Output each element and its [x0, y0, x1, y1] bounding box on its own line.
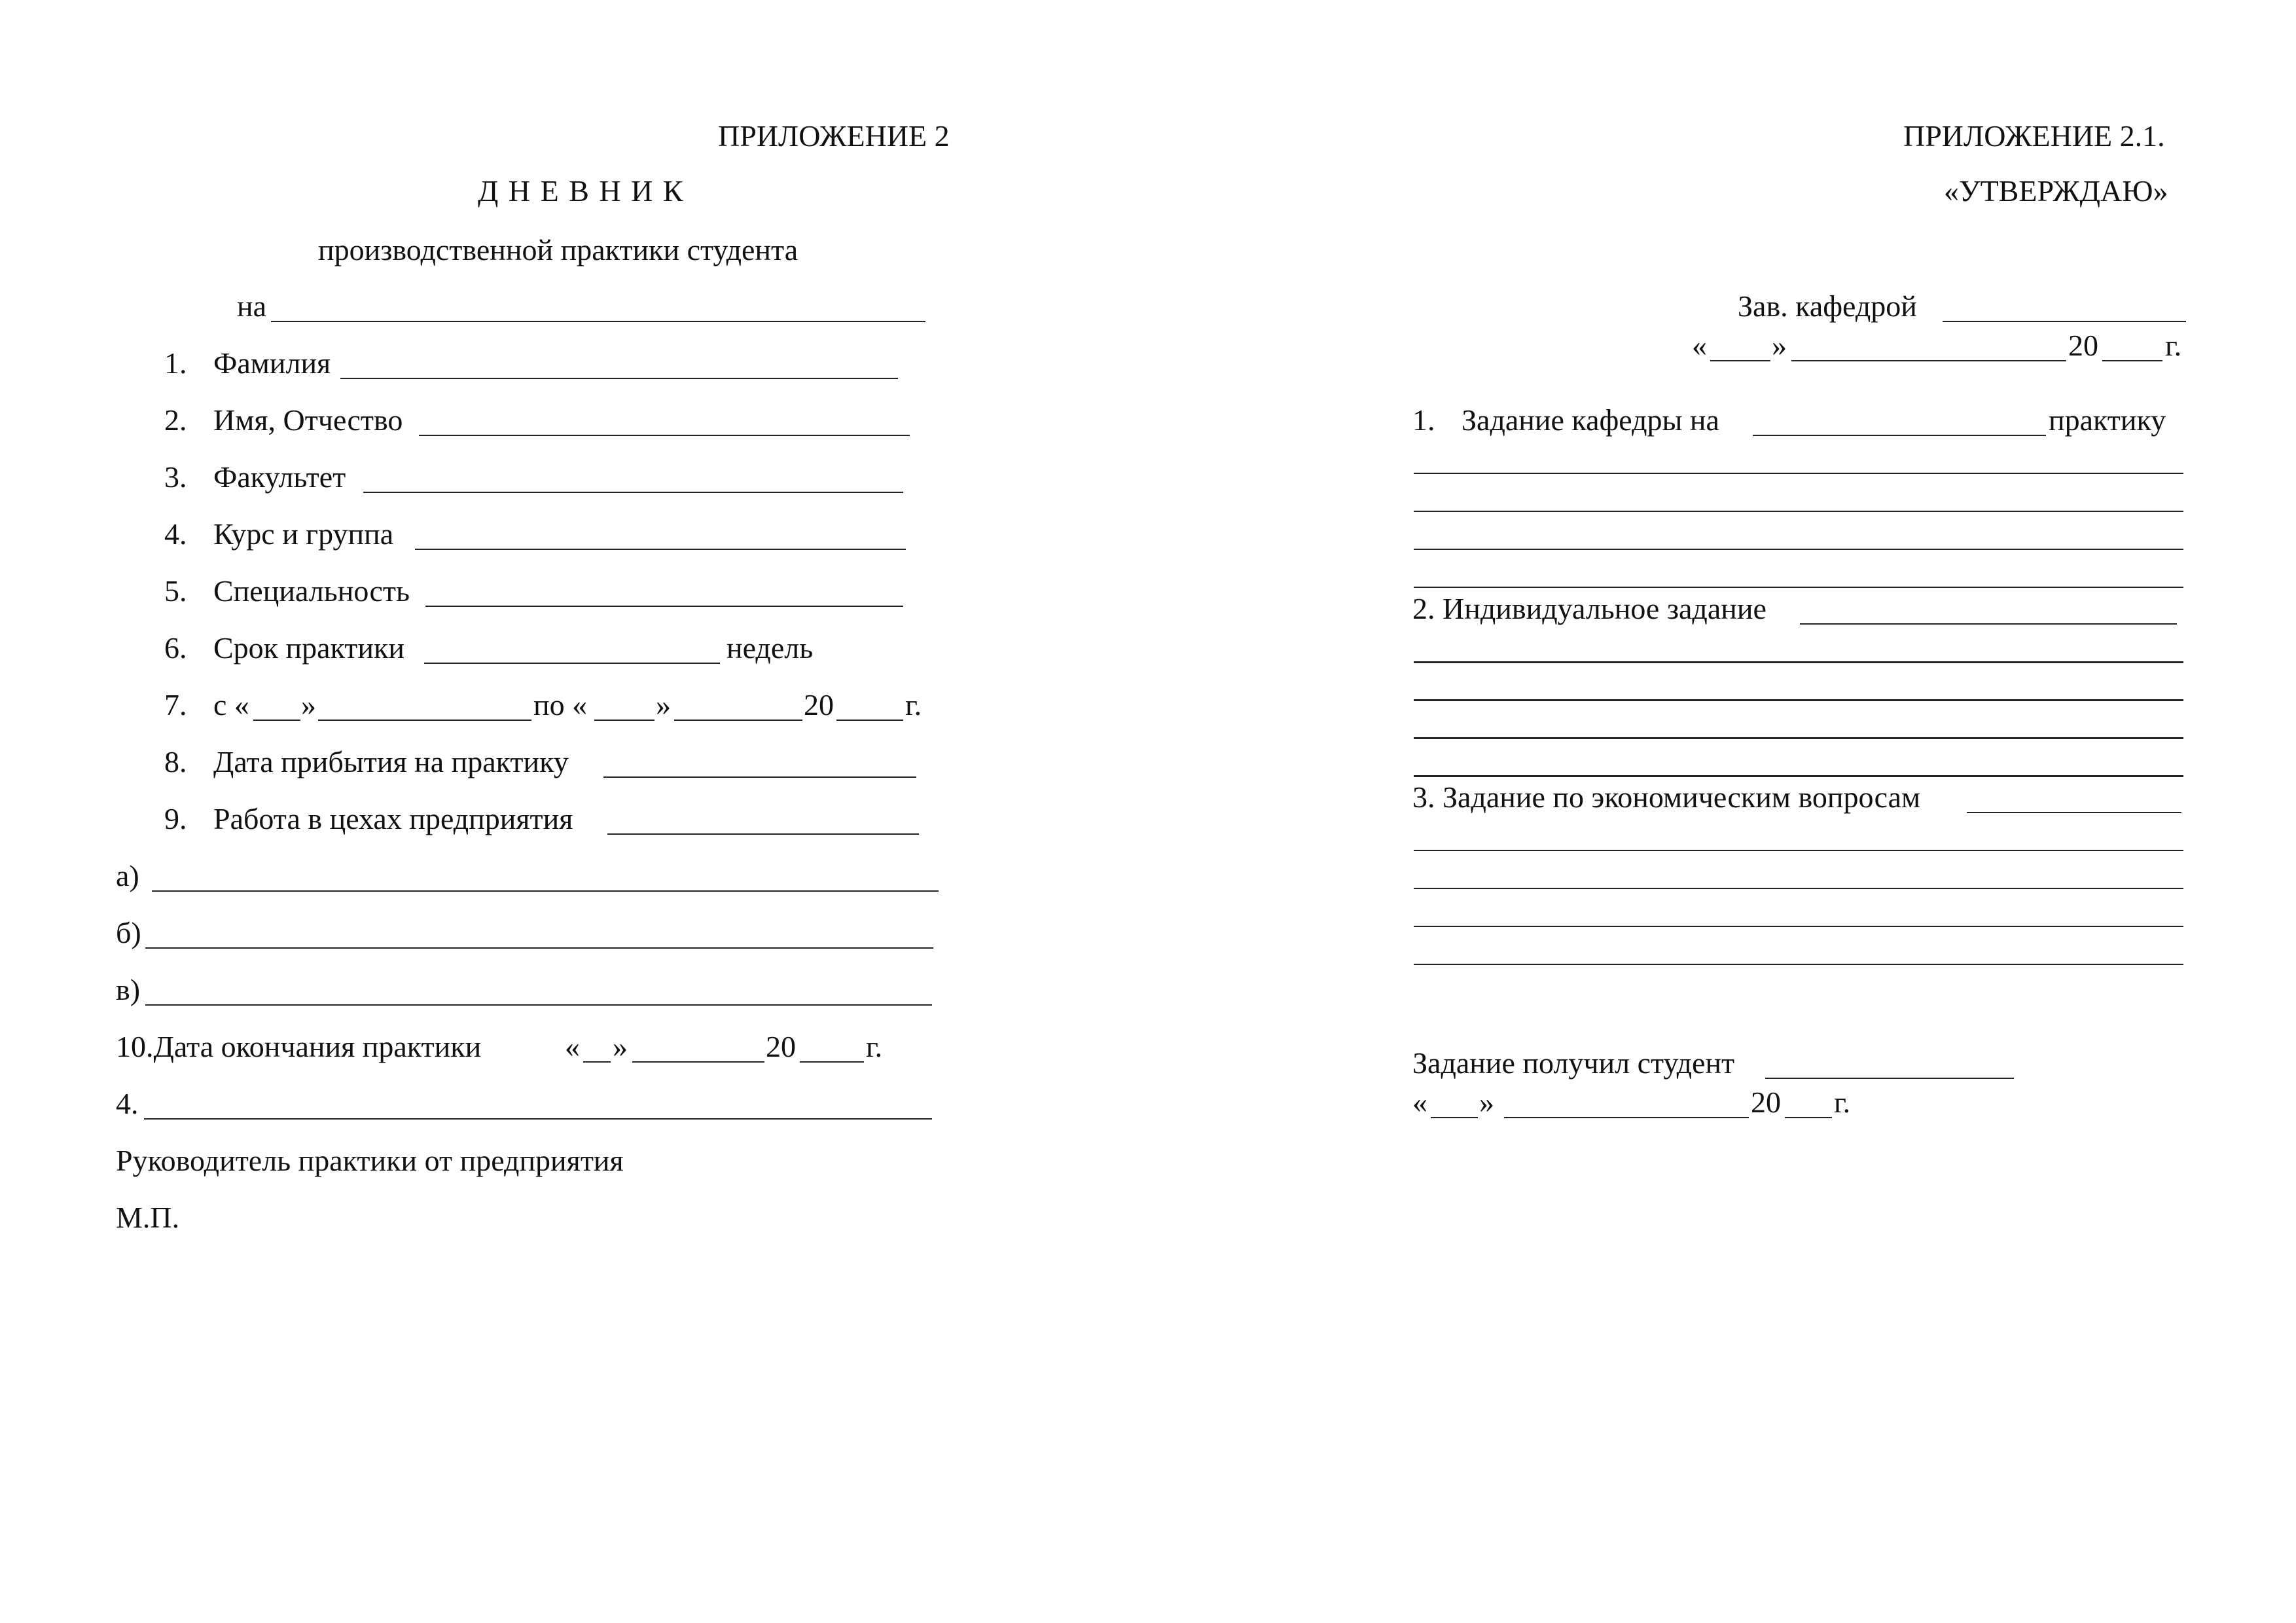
year-suffix: г.	[866, 1030, 883, 1063]
year-prefix: 20	[2068, 329, 2098, 362]
individual-task-field[interactable]	[1800, 623, 2177, 625]
received-year-field[interactable]	[1785, 1117, 1832, 1118]
to-day-field[interactable]	[594, 720, 655, 721]
close-quote: »	[656, 688, 671, 721]
surname-label: Фамилия	[213, 346, 331, 380]
department-task-line[interactable]	[1414, 473, 2183, 474]
individual-task-line[interactable]	[1414, 737, 2183, 739]
close-quote: »	[613, 1030, 628, 1063]
approve-day-field[interactable]	[1710, 360, 1770, 361]
close-quote: »	[1772, 329, 1787, 362]
supervisor-label: Руководитель практики от предприятия	[116, 1144, 624, 1177]
department-task-type-field[interactable]	[1753, 435, 2046, 436]
from-month-field[interactable]	[318, 720, 531, 721]
item-number: 9.	[164, 802, 187, 835]
head-of-department-label: Зав. кафедрой	[1738, 289, 1917, 323]
economic-task-field[interactable]	[1967, 812, 2181, 813]
item-number: 2.	[164, 403, 187, 437]
item-number: 5.	[164, 574, 187, 608]
individual-task-line[interactable]	[1414, 699, 2183, 701]
open-quote: «	[1692, 329, 1707, 362]
year-suffix: г.	[905, 688, 922, 721]
sub-item-c-label: в)	[116, 973, 141, 1006]
arrival-date-field[interactable]	[603, 776, 916, 778]
specialty-field[interactable]	[425, 606, 903, 607]
department-task-line[interactable]	[1414, 587, 2183, 588]
year-suffix: г.	[1834, 1085, 1851, 1119]
end-day-field[interactable]	[583, 1061, 611, 1063]
on-label: на	[237, 289, 267, 323]
economic-task-line[interactable]	[1414, 850, 2183, 851]
item-number: 6.	[164, 631, 187, 665]
item-number: 3.	[164, 460, 187, 494]
received-month-field[interactable]	[1504, 1117, 1749, 1118]
extra-item-label: 4.	[116, 1087, 139, 1120]
year-prefix: 20	[766, 1030, 796, 1063]
received-day-field[interactable]	[1431, 1117, 1478, 1118]
duration-label: Срок практики	[213, 631, 404, 665]
to-label: по «	[533, 688, 588, 721]
end-year-field[interactable]	[800, 1061, 864, 1063]
weeks-label: недель	[726, 631, 814, 665]
year-prefix: 20	[804, 688, 834, 721]
workshops-field[interactable]	[607, 833, 919, 835]
sub-item-c-field[interactable]	[145, 1004, 932, 1006]
duration-field[interactable]	[424, 663, 720, 664]
economic-task-label: 3. Задание по экономическим вопросам	[1412, 780, 1921, 814]
individual-task-line[interactable]	[1414, 775, 2183, 777]
from-day-field[interactable]	[253, 720, 300, 721]
course-group-field[interactable]	[415, 549, 906, 550]
name-label: Имя, Отчество	[213, 403, 403, 437]
specialty-label: Специальность	[213, 574, 410, 608]
economic-task-line[interactable]	[1414, 964, 2183, 965]
faculty-label: Факультет	[213, 460, 346, 494]
end-date-label: 10.Дата окончания практики	[116, 1030, 482, 1063]
appendix-label: ПРИЛОЖЕНИЕ 2	[718, 119, 950, 153]
to-month-field[interactable]	[674, 720, 802, 721]
open-quote: «	[565, 1030, 580, 1063]
item-number: 1.	[164, 346, 187, 380]
item-number: 4.	[164, 517, 187, 551]
department-task-line[interactable]	[1414, 549, 2183, 550]
practice-type-field[interactable]	[271, 321, 925, 322]
year-suffix: г.	[2165, 329, 2182, 362]
name-field[interactable]	[419, 435, 910, 436]
to-year-field[interactable]	[836, 720, 903, 721]
course-group-label: Курс и группа	[213, 517, 394, 551]
sub-item-a-field[interactable]	[152, 890, 939, 892]
department-task-line[interactable]	[1414, 511, 2183, 512]
task-number: 1.	[1412, 403, 1435, 437]
extra-item-field[interactable]	[144, 1118, 932, 1120]
item-number: 7.	[164, 688, 187, 721]
student-signature-field[interactable]	[1765, 1078, 2014, 1079]
approve-year-field[interactable]	[2102, 360, 2162, 361]
close-quote: »	[1479, 1085, 1494, 1119]
economic-task-line[interactable]	[1414, 888, 2183, 889]
close-quote: »	[301, 688, 316, 721]
arrival-date-label: Дата прибытия на практику	[213, 745, 569, 778]
item-number: 8.	[164, 745, 187, 778]
sub-item-a-label: а)	[116, 859, 139, 892]
from-label: с «	[213, 688, 249, 721]
open-quote: «	[1412, 1085, 1427, 1119]
year-prefix: 20	[1751, 1085, 1781, 1119]
approve-label: «УТВЕРЖДАЮ»	[1944, 174, 2168, 208]
sub-item-b-label: б)	[116, 916, 141, 949]
appendix-label-right: ПРИЛОЖЕНИЕ 2.1.	[1903, 119, 2165, 153]
faculty-field[interactable]	[363, 492, 903, 493]
individual-task-line[interactable]	[1414, 661, 2183, 663]
economic-task-line[interactable]	[1414, 926, 2183, 927]
sub-item-b-field[interactable]	[145, 947, 933, 949]
diary-subtitle: производственной практики студента	[318, 233, 798, 266]
department-task-label: Задание кафедры на	[1462, 403, 1719, 437]
practice-label: практику	[2049, 403, 2166, 437]
end-month-field[interactable]	[632, 1061, 764, 1063]
received-label: Задание получил студент	[1412, 1046, 1735, 1080]
workshops-label: Работа в цехах предприятия	[213, 802, 573, 835]
stamp-label: М.П.	[116, 1201, 180, 1234]
individual-task-label: 2. Индивидуальное задание	[1412, 592, 1767, 625]
diary-title: Д Н Е В Н И К	[478, 174, 685, 208]
head-signature-field[interactable]	[1943, 321, 2186, 322]
surname-field[interactable]	[340, 378, 898, 379]
approve-month-field[interactable]	[1791, 360, 2066, 361]
